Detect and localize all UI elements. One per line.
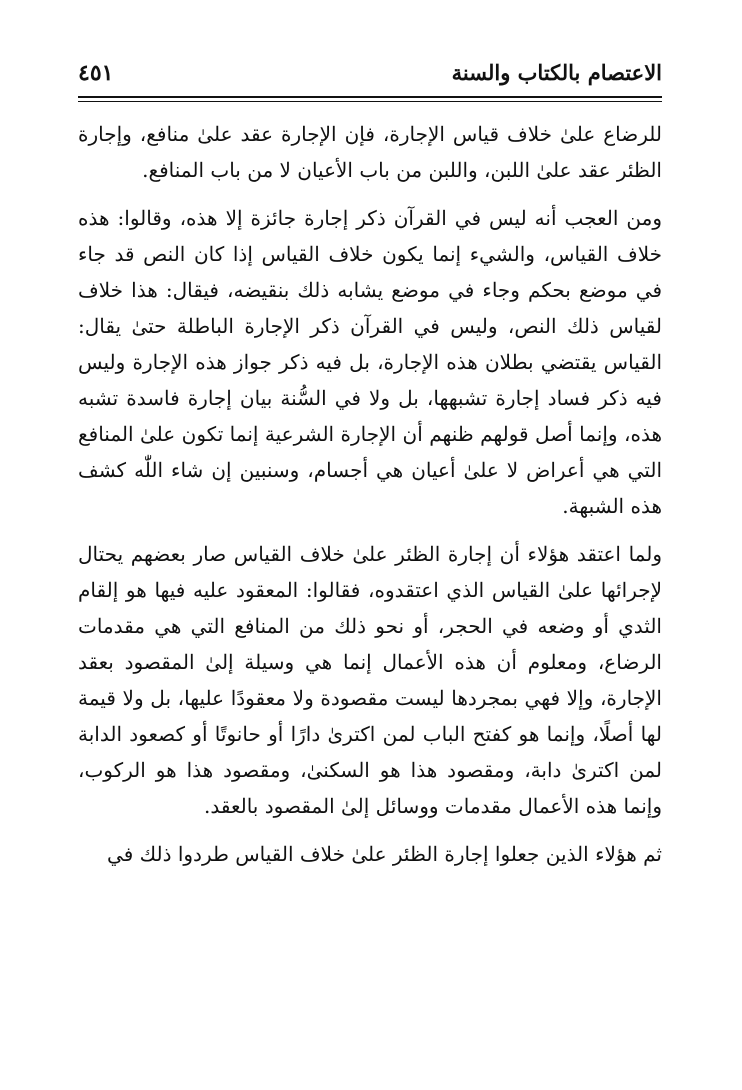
paragraph-1: للرضاع علىٰ خلاف قياس الإجارة، فإن الإجارة عقد علىٰ منافع، وإجارة الظئر عقد علىٰ اللبن، واللبن من باب الأعيان لا من باب المنافع. (78, 122, 662, 182)
paragraph-gap (78, 824, 662, 836)
running-title: الاعتصام بالكتاب والسنة (451, 60, 662, 85)
paragraph-4: ثم هؤلاء الذين جعلوا إجارة الظئر علىٰ خلاف القياس طردوا ذلك في (107, 842, 662, 866)
page-body (78, 116, 662, 1070)
paragraph-3: ولما اعتقد هؤلاء أن إجارة الظئر علىٰ خلاف القياس صار بعضهم يحتال لإجرائها علىٰ القياس الذي اعتقدوه، فقالوا: المعقود عليه فيها هو إلقام الثدي أو وضعه في الحجر، أو نحو ذلك من المنافع التي هي مقدمات الرضاع، ومعلوم أن هذه الأعمال إنما هي وسيلة إلىٰ المقصود بعقد الإجارة، وإلا فهي بمجردها ليست مقصودة ولا معقودًا عليها، بل ولا قيمة لها أصلًا، وإنما هو كفتح الباب لمن اكترىٰ دارًا أو حانوتًا أو كصعود الدابة لمن اكترىٰ دابة، ومقصود هذا هو السكنىٰ، ومقصود هذا هو الركوب، وإنما هذه الأعمال مقدمات ووسائل إلىٰ المقصود بالعقد. (78, 542, 662, 818)
paragraph-gap (78, 188, 662, 200)
paragraph-gap (78, 524, 662, 536)
paragraph-2: ومن العجب أنه ليس في القرآن ذكر إجارة جائزة إلا هذه، وقالوا: هذه خلاف القياس، والشيء إنما يكون خلاف القياس إذا كان النص قد جاء في موضع بحكم وجاء في موضع يشابه ذلك بنقيضه، فيقال: هذا خلاف لقياس ذلك النص، وليس في القرآن ذكر الإجارة الباطلة حتىٰ يقال: القياس يقتضي بطلان هذه الإجارة، بل فيه ذكر جواز هذه الإجارة وليس فيه ذكر فساد إجارة تشبهها، بل ولا في السُّنة بيان إجارة فاسدة تشبه هذه، وإنما أصل قولهم ظنهم أن الإجارة الشرعية إنما تكون علىٰ المنافع التي هي أعراض لا علىٰ أعيان هي أجسام، وسنبين إن شاء اللّٰه كشف هذه الشبهة. (78, 206, 662, 518)
page-header (78, 56, 662, 96)
header-rule-thin (78, 101, 662, 102)
header-rule-thick (78, 96, 662, 98)
page-number: ٤٥١ (78, 60, 114, 86)
